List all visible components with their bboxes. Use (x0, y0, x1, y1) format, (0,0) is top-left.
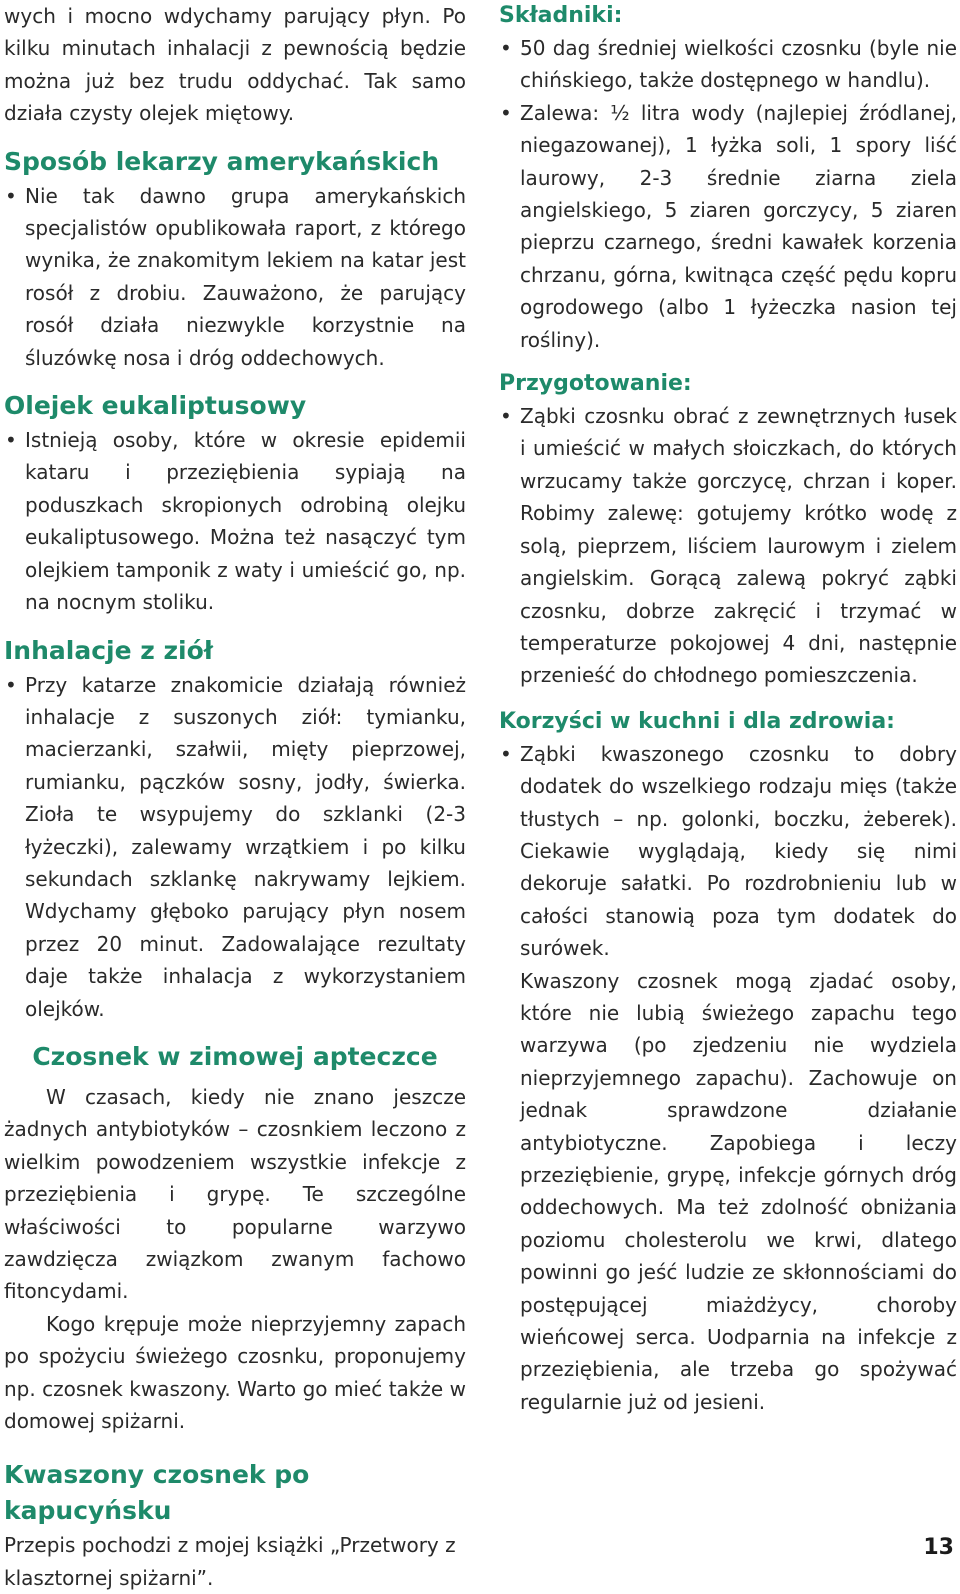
bullet-eukaliptus: • Istnieją osoby, które w okresie epidemii kataru i przeziębienia sypiają na poduszkach skropionych odrobiną olejku eukaliptusowego. Można też nasączyć tym olejkiem tamponik z waty i umieścić go, np. na nocnym stoliku. (4, 424, 466, 618)
bullet-zalewa: • Zalewa: ½ litra wody (najlepiej źródlanej, niegazowanej), 1 łyżka soli, 1 spory liść laurowy, 2-3 średnie ziarna ziela angielskiego, 5 ziaren gorczycy, 5 ziaren pieprzu czarnego, średni kawałek korzenia chrzanu, górna, kwitnąca część pędu kopru ogrodowego (albo 1 łyżeczka nasion tej rośliny). (499, 97, 957, 356)
heading-przygotowanie: Przygotowanie: (499, 371, 692, 397)
paragraph-przepis-zrodlo: Przepis pochodzi z mojej książki „Przetwory z klasztornej spiżarni”. (4, 1533, 456, 1590)
heading-sposob-lekarzy: Sposób lekarzy amerykańskich (4, 146, 440, 176)
paragraph-czosnek-kwaszony: Kogo krępuje może nieprzyjemny zapach po spożyciu świeżego czosnku, proponujemy np. czosnek kwaszony. Warto go mieć także w domowej spiżarni. (4, 1311, 466, 1434)
heading-olejek-eukaliptusowy: Olejek eukaliptusowy (4, 391, 307, 421)
intro-paragraph: wych i mocno wdychamy parujący płyn. Po kilku minutach inhalacji z pewnością będzie można już bez trudu oddychać. Tak samo działa czysty olejek miętowy. (4, 4, 466, 126)
heading-korzysci: Korzyści w kuchni i dla zdrowia: (499, 708, 895, 734)
heading-kwaszony-czosnek: Kwaszony czosnek po kapucyńsku (4, 1460, 310, 1526)
right-column (499, 0, 957, 1418)
paragraph-korzysci-zdrowie: Kwaszony czosnek mogą zjadać osoby, które nie lubią świeżego zapachu tego warzywa (po zjedzeniu nie wydziela nieprzyjemnego zapachu). Zachowuje on jednak sprawdzone działanie antybiotyczne. Zapobiega i leczy przeziębienie, grypę, infekcje górnych dróg oddechowych. Ma też zdolność obniżania poziomu cholesterolu we krwi, dlatego powinni go jeść ludzie ze skłonnościami do postępującej miażdżycy, choroby wieńcowej serca. Uodparnia na infekcje z przeziębienia, ale trzeba go spożywać regularnie już od jesieni. (520, 968, 957, 1414)
bullet-czosnek-ilosc: • 50 dag średniej wielkości czosnku (byle nie chińskiego, także dostępnego w handlu). (499, 32, 957, 97)
paragraph-czosnek-historia: W czasach, kiedy nie znano jeszcze żadnych antybiotyków – czosnkiem leczono z wielkim powodzeniem wszystkie infekcje z przeziębienia i grypę. Te szczególne właściwości to popularne warzywo zawdzięcza związkom zwanym fachowo fitoncydami. (4, 1084, 466, 1304)
bullet-rosol: • Nie tak dawno grupa amerykańskich specjalistów opublikowała raport, z którego wynika, że znakomitym lekiem na katar jest rosół z drobiu. Zauważono, że parujący rosół działa niezwykle korzystnie na śluzówkę nosa i dróg oddechowych. (4, 180, 466, 374)
heading-czosnek-w-zimowej-apteczce: Czosnek w zimowej apteczce (32, 1041, 438, 1071)
bullet-korzysci-kuchnia: • Ząbki kwaszonego czosnku to dobry dodatek do wszelkiego rodzaju mięs (także tłustych – np. golonki, boczku, żeberek). Ciekawie wyglądają, kiedy się nimi dekoruje sałatki. Po rozdrobnieniu lub w całości stanowią poza tym dodatek do surówek. (499, 738, 957, 965)
bullet-inhalacje: • Przy katarze znakomicie działają również inhalacje z suszonych ziół: tymianku, macierzanki, szałwii, mięty pieprzowej, rumianku, pączków sosny, jodły, świerka. Zioła te wsypujemy do szklanki (2-3 łyżeczki), zalewamy wrzątkiem i po kilku sekundach szklankę nakrywamy lejkiem. Wdychamy głęboko parujący płyn nosem przez 20 minut. Zadowalające rezultaty daje także inhalacja z wykorzystaniem olejków. (4, 669, 466, 1025)
bullet-przygotowanie: • Ząbki czosnku obrać z zewnętrznych łusek i umieścić w małych słoiczkach, do których wrzucamy także gorczycę, chrzan i koper. Robimy zalewę: gotujemy krótko wodę z solą, pieprzem, liściem laurowym i zielem angielskim. Gorącą zalewą pokryć ząbki czosnku, dobrze zakręcić i trzymać w temperaturze pokojowej 4 dni, następnie przenieść do chłodnego pomieszczenia. (499, 400, 957, 692)
heading-skladniki: Składniki: (499, 3, 623, 28)
page-number: 13 (923, 1535, 954, 1560)
heading-inhalacje-z-ziol: Inhalacje z ziół (4, 635, 214, 665)
left-column (4, 0, 466, 1594)
